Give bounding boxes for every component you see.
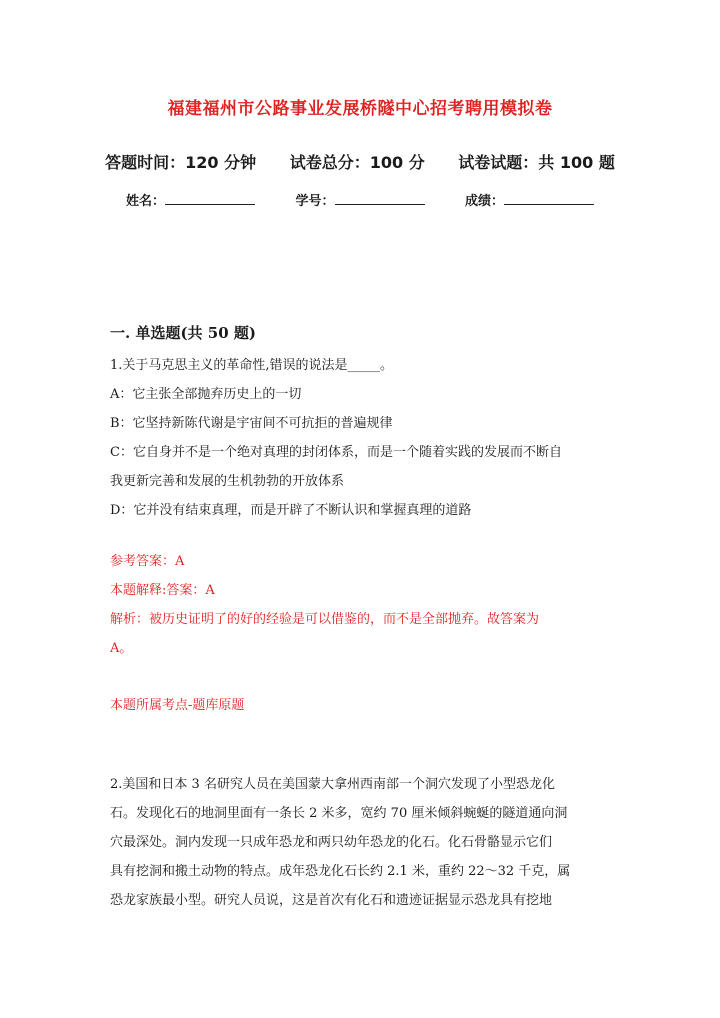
id-field (295, 190, 424, 209)
option-c: C：它自身并不是一个绝对真理的封闭体系，而是一个随着实践的发展而不断自 (110, 445, 562, 460)
answer-block (110, 547, 612, 720)
answer-explanation: 本题解释:答案：A (110, 583, 215, 598)
id-blank (335, 192, 425, 205)
name-blank (165, 192, 255, 205)
name-label: 姓名： (125, 194, 165, 209)
exam-time: 答题时间：120 分钟 (105, 153, 257, 172)
option-a: A：它主张全部抛弃历史上的一切 (110, 387, 302, 402)
analysis-text-continued: A。 (110, 641, 133, 656)
score-field (465, 190, 594, 209)
exam-total-score: 试卷总分：100 分 (289, 153, 425, 172)
option-d: D：它并没有结束真理，而是开辟了不断认识和掌握真理的道路 (110, 503, 472, 518)
question-stem: 1.关于马克思主义的革命性,错误的说法是_____。 (110, 358, 394, 373)
exam-meta (0, 150, 720, 173)
score-label: 成绩： (465, 194, 505, 209)
reference-answer: 参考答案：A (110, 554, 185, 569)
question-2 (110, 770, 612, 915)
option-c-continued: 我更新完善和发展的生机勃勃的开放体系 (110, 474, 345, 489)
question-line: 2.美国和日本 3 名研究人员在美国蒙大拿州西南部一个洞穴发现了小型恐龙化 (110, 777, 555, 792)
question-line: 恐龙家族最小型。研究人员说，这是首次有化石和遗迹证据显示恐龙具有挖地 (110, 893, 553, 908)
exam-question-count: 试卷试题：共 100 题 (458, 153, 615, 172)
question-line: 穴最深处。洞内发现一只成年恐龙和两只幼年恐龙的化石。化石骨骼显示它们 (110, 835, 553, 850)
id-label: 学号： (295, 194, 335, 209)
question-line: 具有挖洞和搬土动物的特点。成年恐龙化石长约 2.1 米，重约 22～32 千克，属 (110, 864, 571, 879)
question-line: 石。发现化石的地洞里面有一条长 2 米多，宽约 70 厘米倾斜蜿蜒的隧道通向洞 (110, 806, 568, 821)
name-field (126, 190, 255, 209)
student-fields (0, 190, 720, 209)
exam-title: 福建福州市公路事业发展桥隧中心招考聘用模拟卷 (167, 99, 553, 119)
question-source: 本题所属考点-题库原题 (110, 698, 245, 713)
analysis-text: 解析：被历史证明了的好的经验是可以借鉴的，而不是全部抛弃。故答案为 (110, 612, 540, 627)
option-b: B：它坚持新陈代谢是宇宙间不可抗拒的普遍规律 (110, 416, 393, 431)
question-1 (110, 351, 612, 525)
section-heading: 一. 单选题(共 50 题) (110, 324, 256, 342)
score-blank (504, 192, 594, 205)
